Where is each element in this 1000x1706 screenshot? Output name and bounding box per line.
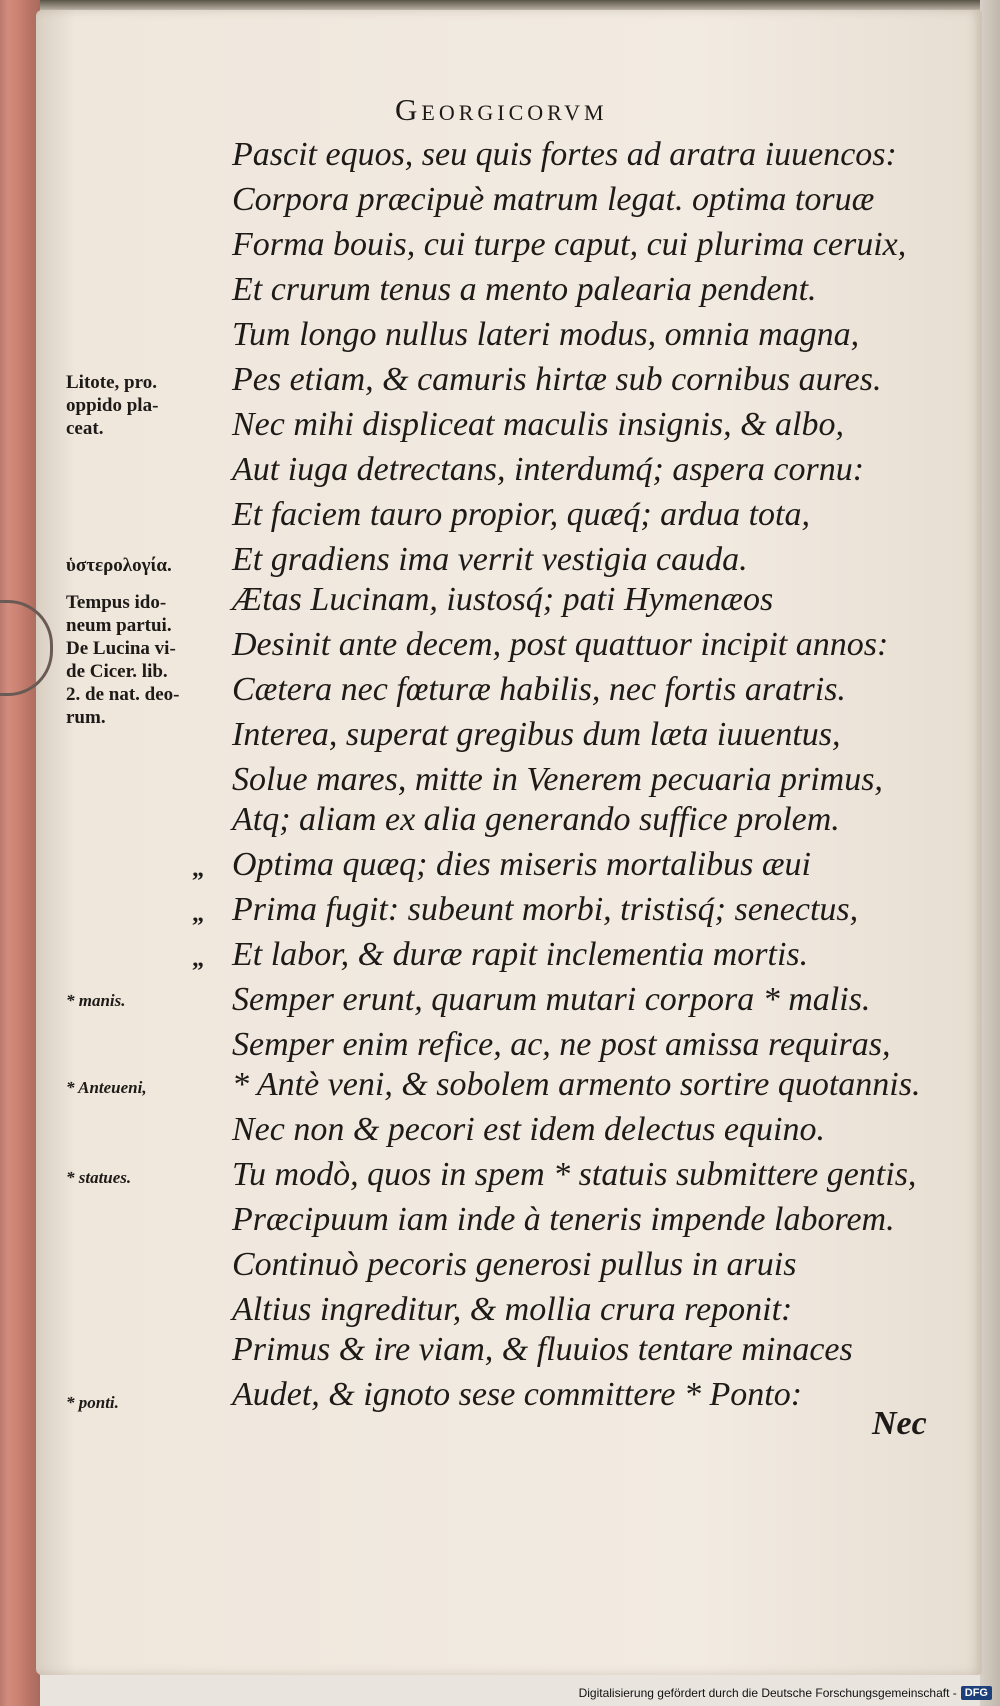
verse-line: Cætera nec fœturæ habilis, nec fortis aratris. [232,671,846,708]
sententia-marker: „ [192,901,204,927]
verse-line: Altius ingreditur, & mollia crura reponit: [232,1291,793,1328]
verse-line: Pes etiam, & camuris hirtæ sub cornibus aures. [232,361,882,398]
verse-line: Nec mihi displiceat maculis insignis, & albo, [232,406,844,443]
verse-line: * Antè veni, & sobolem armento sortire quotannis. [232,1066,921,1103]
verse-line: Et labor, & duræ rapit inclementia mortis. [232,936,809,973]
verse-line: Solue mares, mitte in Venerem pecuaria primus, [232,761,883,798]
footer-credit [579,1686,992,1700]
margin-note-litote: ceat. [66,418,104,439]
verse-line: Interea, superat gregibus dum læta iuuentus, [232,716,841,753]
dfg-logo-icon: DFG [961,1686,992,1700]
margin-note-anteueni: * Anteueni, [66,1078,147,1097]
margin-note-tempus: Tempus ido- [66,592,167,613]
margin-note-statues: * statues. [66,1168,132,1187]
footer-text: Digitalisierung gefördert durch die Deutsche Forschungsgemeinschaft - [578,1686,957,1700]
running-head: Georgicorvm [395,92,608,127]
verse-line: Continuò pecoris generosi pullus in aruis [232,1246,797,1283]
margin-note-tempus: De Lucina vi- [66,638,176,659]
verse-line: Ætas Lucinam, iustosq́; pati Hymenæos [232,581,774,618]
verse-line: Pascit equos, seu quis fortes ad aratra iuuencos: [232,136,897,173]
verse-line: Atq; aliam ex alia generando suffice prolem. [232,801,840,838]
verse-line: Optima quæq; dies miseris mortalibus æui [232,846,811,883]
verse-line: Audet, & ignoto sese committere * Ponto: [232,1376,803,1413]
verse-line: Desinit ante decem, post quattuor incipit annos: [232,626,889,663]
verse-line: Et crurum tenus a mento palearia pendent. [232,271,817,308]
verse-line: Prima fugit: subeunt morbi, tristisq́; senectus, [232,891,859,928]
verse-line: Corpora præcipuè matrum legat. optima toruæ [232,181,875,218]
verse-line: Præcipuum iam inde à teneris impende laborem. [232,1201,895,1238]
margin-note-manis: * manis. [66,991,126,1010]
verse-line: Forma bouis, cui turpe caput, cui plurima ceruix, [232,226,907,263]
sententia-marker: „ [192,856,204,882]
margin-note-tempus: 2. de nat. deo- [66,684,180,705]
verse-line: Et gradiens ima verrit vestigia cauda. [232,541,748,578]
sententia-marker: „ [192,946,204,972]
right-page-edge [980,0,1000,1706]
verse-line: Tu modò, quos in spem * statuis submittere gentis, [232,1156,917,1193]
verse-line: Primus & ire viam, & fluuios tentare minaces [232,1331,853,1368]
margin-note-tempus: neum partui. [66,615,172,636]
margin-note-hysterologia: ὑστερολογία. [66,555,172,576]
margin-note-tempus: de Cicer. lib. [66,661,168,682]
verse-line: Nec non & pecori est idem delectus equino. [232,1111,825,1148]
book-edge [0,0,40,1706]
verse-line: Aut iuga detrectans, interdumq́; aspera cornu: [232,451,865,488]
catchword: Nec [872,1405,927,1442]
margin-note-ponti: * ponti. [66,1393,119,1412]
verse-line: Semper enim refice, ac, ne post amissa requiras, [232,1026,891,1063]
margin-note-litote: oppido pla- [66,395,159,416]
verse-line: Et faciem tauro propior, quæq́; ardua tota, [232,496,810,533]
margin-note-tempus: rum. [66,707,106,728]
verse-line: Tum longo nullus lateri modus, omnia magna, [232,316,860,353]
margin-note-litote: Litote, pro. [66,372,157,393]
verse-line: Semper erunt, quarum mutari corpora * malis. [232,981,871,1018]
